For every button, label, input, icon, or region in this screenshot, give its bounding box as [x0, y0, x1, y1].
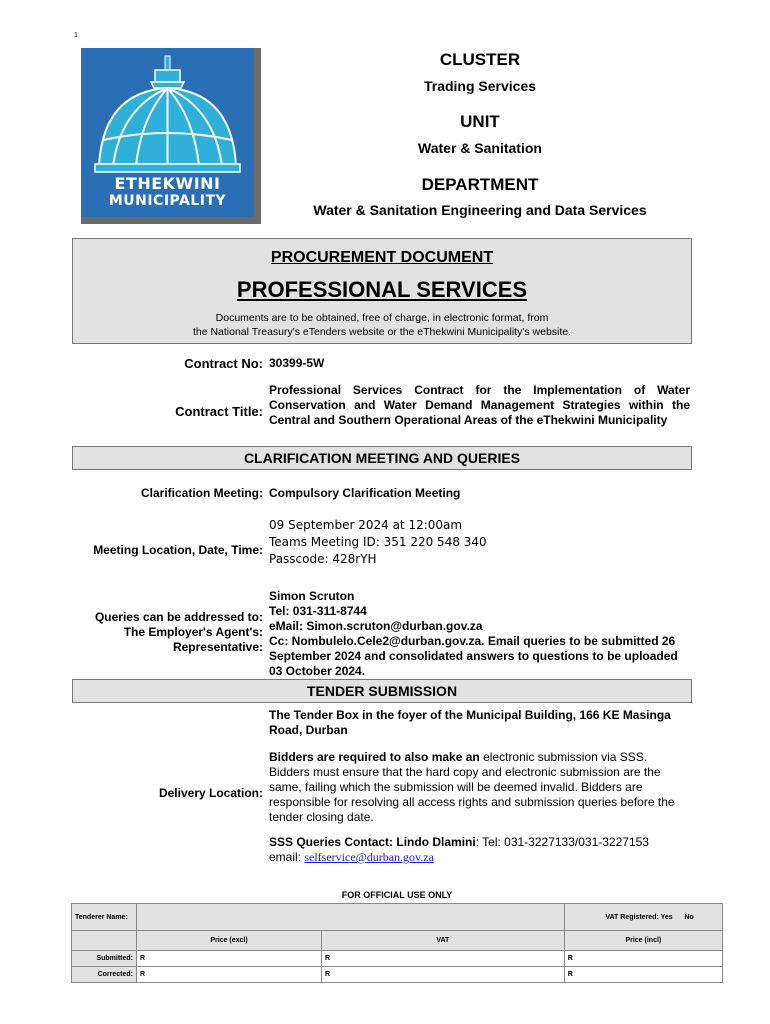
clarification-meeting-label: Clarification Meeting: [140, 486, 263, 500]
electronic-submission-bold: Bidders are required to also make an [269, 750, 480, 764]
meeting-details [269, 517, 690, 568]
procurement-box [72, 238, 692, 344]
logo-line-2: MUNICIPALITY [108, 193, 227, 209]
submitted-price-excl[interactable]: R [137, 951, 322, 967]
blank-header-cell [72, 931, 137, 951]
sss-contact-bold: SSS Queries Contact: Lindo Dlamini [269, 835, 476, 849]
price-incl-header: Price (incl) [564, 931, 722, 951]
delivery-location-label: Delivery Location: [158, 786, 263, 800]
unit-value: Water & Sanitation [418, 140, 542, 156]
meeting-location-label: Meeting Location, Date, Time: [93, 543, 263, 557]
department-heading: DEPARTMENT [421, 175, 539, 194]
price-excl-header: Price (excl) [137, 931, 322, 951]
queries-label-line-3: Representative: [172, 640, 263, 654]
corrected-price-incl[interactable]: R [564, 967, 722, 983]
official-use-table [71, 903, 723, 983]
note-line-2: the National Treasury's eTenders website or the eThekwini Municipality's website. [192, 326, 572, 338]
professional-services-title: PROFESSIONAL SERVICES [236, 277, 528, 302]
contract-title-value: Professional Services Contract for the Implementation of Water Conservation and Water Demand Management Strategies within the Central and Southern Operational Areas of the eThekwini Municipality [269, 383, 690, 427]
electronic-submission-rest: electronic submission via SSS. Bidders must ensure that the hard copy and electronic submission are the same, failing which the submission will be deemed invalid. Bidders are responsible for resolving all access rights and submission queries before the tender closing date. [269, 750, 675, 824]
official-use-heading: FOR OFFICIAL USE ONLY [341, 890, 453, 900]
contact-tel: Tel: 031-311-8744 [269, 604, 367, 618]
sss-contact-tel: : Tel: 031-3227133/031-3227153 [475, 835, 649, 849]
contract-no-value: 30399-5W [269, 356, 325, 370]
sss-queries-contact [269, 835, 690, 865]
selfservice-email-link[interactable]: selfservice@durban.gov.za [304, 850, 434, 864]
vat-registered-no[interactable]: No [684, 913, 694, 921]
contact-name: Simon Scruton [269, 589, 355, 603]
clarification-meeting-value: Compulsory Clarification Meeting [269, 486, 461, 500]
sss-email-prefix: email: [269, 850, 305, 864]
tenderer-name-label: Tenderer Name: [72, 904, 137, 931]
meeting-date-time: 09 September 2024 at 12:00am [269, 518, 463, 532]
queries-label-line-2: The Employer's Agent's: [123, 625, 263, 639]
ethekwini-logo [81, 48, 261, 224]
tenderer-name-field[interactable] [137, 904, 565, 931]
submitted-vat[interactable]: R [322, 951, 565, 967]
cluster-value: Trading Services [423, 78, 537, 94]
meeting-passcode: Passcode: 428rYH [269, 552, 377, 566]
corrected-vat[interactable]: R [322, 967, 565, 983]
vat-header: VAT [322, 931, 565, 951]
queries-contact [269, 589, 690, 679]
tender-submission-bar: TENDER SUBMISSION [72, 679, 692, 703]
submitted-price-incl[interactable]: R [564, 951, 722, 967]
tender-box-location: The Tender Box in the foyer of the Municipal Building, 166 KE Masinga Road, Durban [269, 708, 671, 737]
vat-registered-cell [564, 904, 722, 931]
page-mark: 1 [74, 32, 78, 39]
contract-title-label: Contract Title: [175, 404, 263, 419]
cluster-heading: CLUSTER [439, 50, 521, 69]
clarification-section-bar: CLARIFICATION MEETING AND QUERIES [72, 446, 692, 470]
queries-label-line-1: Queries can be addressed to: [94, 610, 263, 624]
contact-email[interactable]: eMail: Simon.scruton@durban.gov.za [269, 619, 483, 633]
queries-label [95, 610, 263, 655]
contact-cc: Cc: Nombulelo.Cele2@durban.gov.za. Email queries to be submitted 26 September 2024 and consolidated answers to questions to be uploaded 03 October 2024. [269, 634, 678, 678]
unit-heading: UNIT [460, 112, 500, 131]
contract-no-label: Contract No: [184, 356, 263, 371]
corrected-label: Corrected: [72, 967, 137, 983]
vat-registered-yes[interactable]: VAT Registered: Yes [605, 913, 673, 921]
logo-line-1: ETHEKWINI [114, 174, 221, 193]
teams-meeting-id: Teams Meeting ID: 351 220 548 340 [269, 535, 487, 549]
submitted-label: Submitted: [72, 951, 137, 967]
electronic-submission-text [269, 750, 690, 825]
documents-note [73, 311, 691, 339]
corrected-price-excl[interactable]: R [137, 967, 322, 983]
department-value: Water & Sanitation Engineering and Data Services [313, 202, 647, 218]
procurement-title: PROCUREMENT DOCUMENT [270, 249, 494, 266]
note-line-1: Documents are to be obtained, free of charge, in electronic format, from [215, 312, 549, 324]
